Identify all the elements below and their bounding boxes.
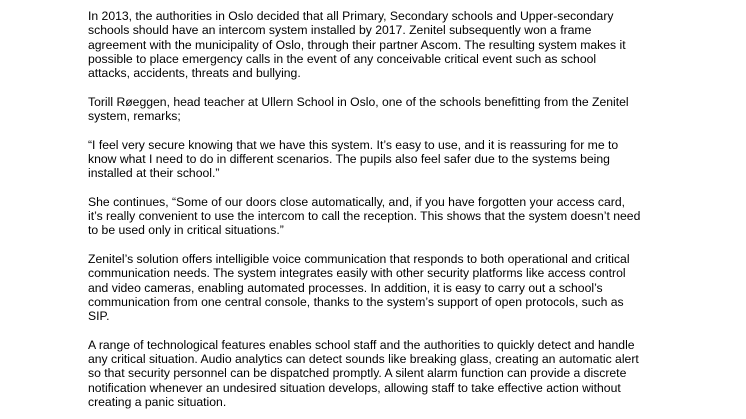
text-line: creating a panic situation. (88, 395, 227, 410)
paragraph (88, 195, 688, 238)
text-line: know what I need to do in different scenarios. The pupils also feel safer due to the systems being (88, 151, 610, 166)
text-line: A range of technological features enables school staff and the authorities to quickly detect and handle (88, 337, 635, 352)
text-line: communication from one central console, thanks to the system’s support of open protocols, such as (88, 294, 624, 309)
paragraph (88, 138, 688, 181)
text-line: system, remarks; (88, 109, 181, 124)
text-line: and video cameras, enabling automated processes. In addition, it is easy to carry out a school’s (88, 280, 603, 295)
text-line: schools should have an intercom system installed by 2017. Zenitel subsequently won a frame (88, 23, 592, 38)
text-line: possible to place emergency calls in the event of any conceivable critical event such as school (88, 51, 597, 66)
text-line: SIP. (88, 309, 110, 324)
text-line: Zenitel’s solution offers intelligible voice communication that responds to both operational and critical (88, 252, 630, 267)
article-body (88, 9, 688, 419)
paragraph (88, 252, 688, 323)
text-line: any critical situation. Audio analytics can detect sounds like breaking glass, creating an automatic alert (88, 352, 639, 367)
text-line: notification whenever an undesired situation develops, allowing staff to take effective action without (88, 380, 621, 395)
text-line: In 2013, the authorities in Oslo decided that all Primary, Secondary schools and Upper-secondary (88, 9, 614, 23)
text-line: “I feel very secure knowing that we have this system. It’s easy to use, and it is reassuring for me to (88, 137, 619, 152)
paragraph (88, 338, 688, 409)
text-line: She continues, “Some of our doors close automatically, and, if you have forgotten your access card, (88, 194, 625, 209)
text-line: attacks, accidents, threats and bullying. (88, 66, 301, 81)
text-line: agreement with the municipality of Oslo, through their partner Ascom. The resulting system makes it (88, 37, 626, 52)
text-line: communication needs. The system integrates easily with other security platforms like access control (88, 266, 626, 281)
paragraph (88, 95, 688, 124)
paragraph (88, 9, 688, 80)
text-line: so that security personnel can be dispatched promptly. A silent alarm function can provide a discrete (88, 366, 627, 381)
text-line: it’s really convenient to use the intercom to call the reception. This shows that the system doesn’t need (88, 209, 641, 224)
text-line: installed at their school.” (88, 166, 220, 181)
text-line: to be used only in critical situations.” (88, 223, 284, 238)
text-line: Torill Røeggen, head teacher at Ullern School in Oslo, one of the schools benefitting from the Zenitel (88, 94, 629, 109)
